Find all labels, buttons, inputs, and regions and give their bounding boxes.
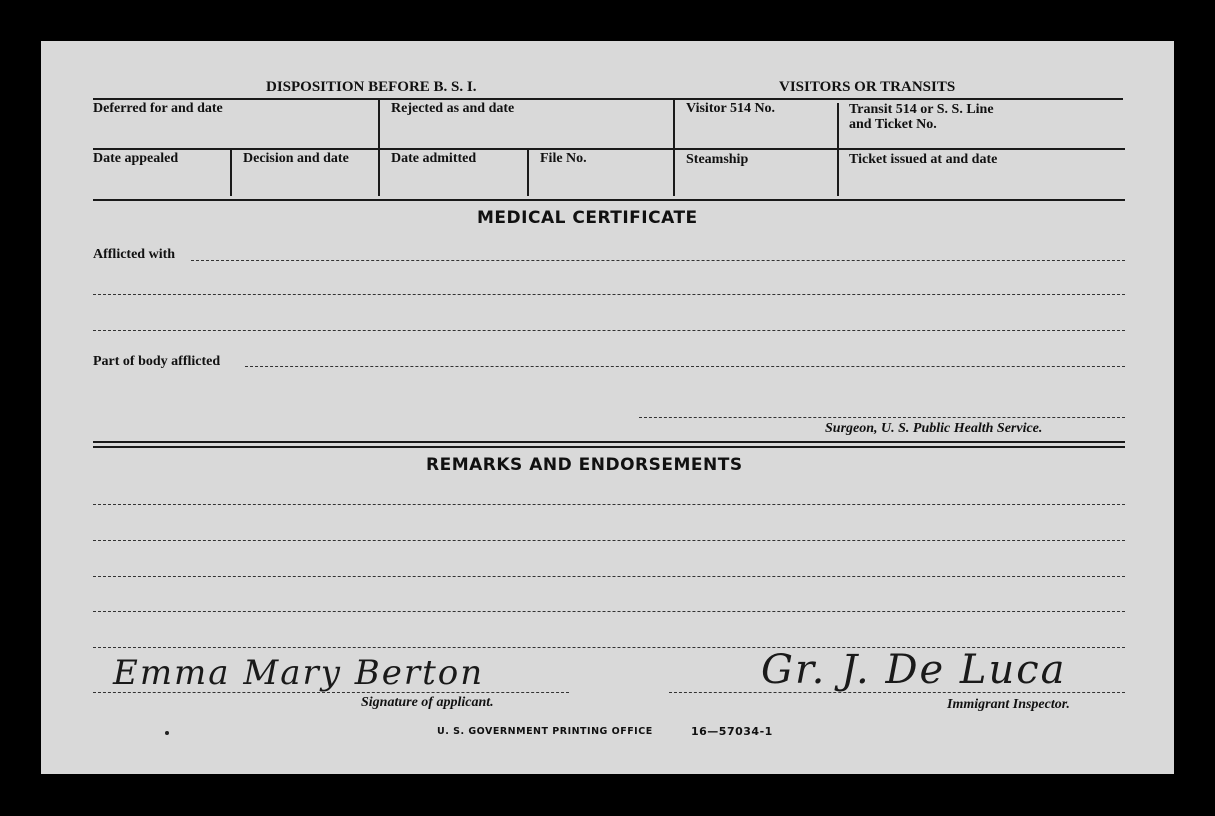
remarks-heading: REMARKS AND ENDORSEMENTS <box>426 455 743 475</box>
afflicted-label: Afflicted with <box>93 247 176 262</box>
visitor-514-label: Visitor 514 No. <box>686 101 776 116</box>
surgeon-signature-line <box>639 417 1125 418</box>
afflicted-line-3 <box>93 330 1125 331</box>
double-rule-top <box>93 441 1125 443</box>
double-rule-bottom <box>93 446 1125 448</box>
file-no-label: File No. <box>540 151 587 166</box>
form-number: 16—57034-1 <box>691 725 773 738</box>
remarks-line-2 <box>93 540 1125 541</box>
immigration-card <box>41 41 1174 774</box>
col-divider-1 <box>378 98 380 196</box>
ink-dot <box>165 731 169 735</box>
afflicted-line-1 <box>191 260 1125 261</box>
deferred-label: Deferred for and date <box>93 101 223 116</box>
remarks-line-3 <box>93 576 1125 577</box>
inspector-caption: Immigrant Inspector. <box>947 697 1070 712</box>
remarks-line-1 <box>93 504 1125 505</box>
transit-label-2: and Ticket No. <box>849 117 937 132</box>
ticket-issued-label: Ticket issued at and date <box>849 152 998 167</box>
medical-heading: MEDICAL CERTIFICATE <box>477 208 698 228</box>
date-appealed-label: Date appealed <box>93 151 179 166</box>
afflicted-line-2 <box>93 294 1125 295</box>
col-divider-4 <box>230 150 232 196</box>
part-label: Part of body afflicted <box>93 354 221 369</box>
table-bottom-rule <box>93 199 1125 201</box>
disposition-heading: DISPOSITION BEFORE B. S. I. <box>266 79 477 95</box>
decision-label: Decision and date <box>243 151 349 166</box>
col-divider-2 <box>673 98 675 196</box>
visitors-heading: VISITORS OR TRANSITS <box>779 79 956 95</box>
date-admitted-label: Date admitted <box>391 151 477 166</box>
remarks-line-4 <box>93 611 1125 612</box>
col-divider-5 <box>527 150 529 196</box>
part-line <box>245 366 1125 367</box>
col-divider-3 <box>837 103 839 196</box>
printer-line: U. S. GOVERNMENT PRINTING OFFICE <box>437 726 653 737</box>
transit-label-1: Transit 514 or S. S. Line <box>849 102 994 117</box>
rejected-label: Rejected as and date <box>391 101 515 116</box>
table-top-rule <box>93 98 1123 100</box>
table-mid-rule <box>93 148 1125 150</box>
steamship-label: Steamship <box>686 152 749 167</box>
inspector-signature: Gr. J. De Luca <box>761 647 1067 693</box>
applicant-signature: Emma Mary Berton <box>113 653 485 693</box>
surgeon-caption: Surgeon, U. S. Public Health Service. <box>825 421 1043 436</box>
applicant-caption: Signature of applicant. <box>361 695 494 710</box>
